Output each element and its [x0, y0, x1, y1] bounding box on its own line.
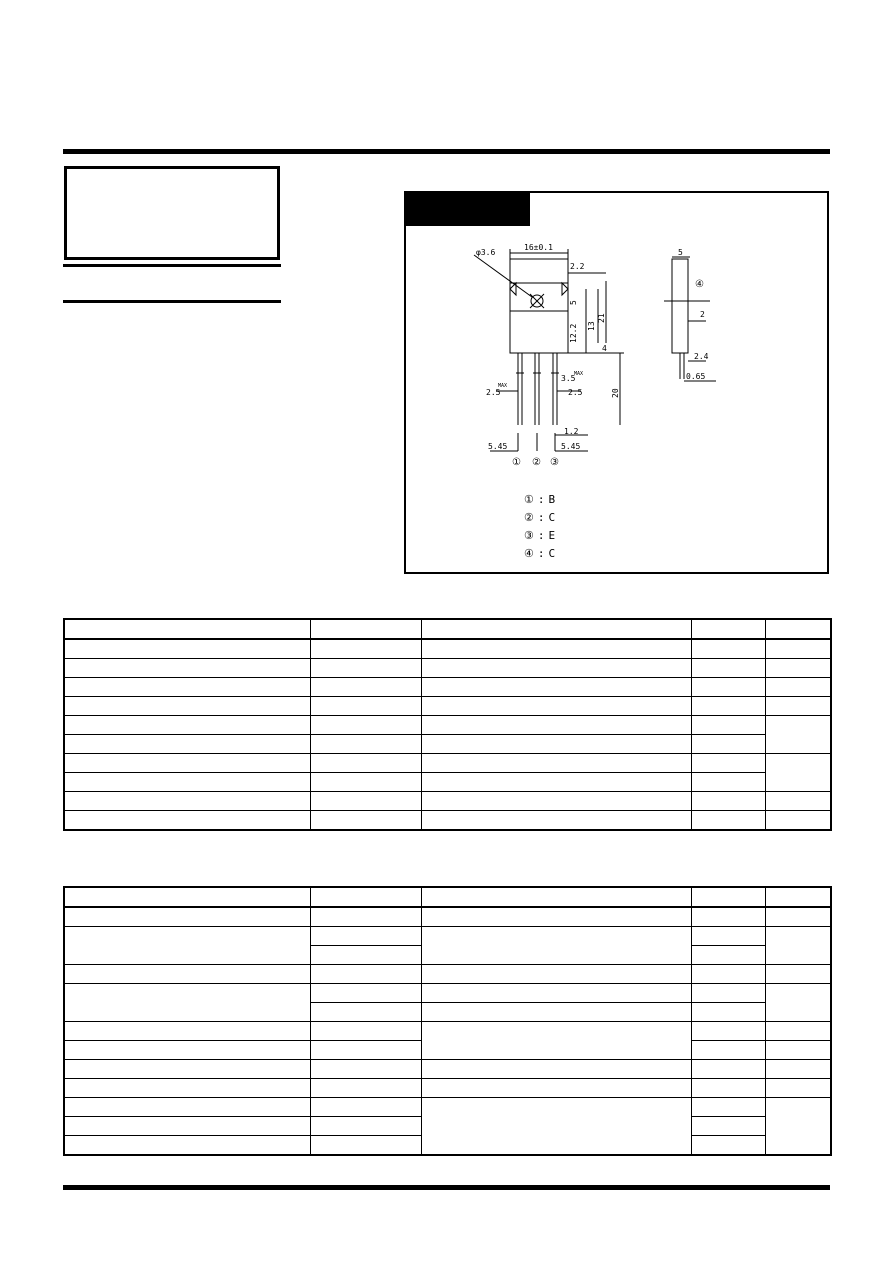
pin-1-marker: ①	[512, 457, 521, 468]
part-number-box	[64, 166, 280, 260]
pin-mark: ②	[524, 511, 534, 524]
ratings-table	[63, 618, 832, 831]
pin-mark: ④	[524, 547, 534, 560]
dim-pitch-left: 5.45	[488, 442, 508, 451]
max-label-mid: MAX	[574, 371, 584, 377]
pin-mark: ①	[524, 493, 534, 506]
pin-4-marker: ④	[695, 279, 704, 290]
dim-lead-max-mid: 3.5	[561, 374, 576, 383]
body-front	[510, 259, 568, 353]
table-header-row	[64, 619, 831, 639]
table-row	[64, 1060, 831, 1079]
dim-pitch-right: 5.45	[561, 442, 581, 451]
pin-sep: :	[537, 493, 545, 506]
pin-mark: ③	[524, 529, 534, 542]
package-outline-panel	[404, 191, 829, 574]
dim-4: 4	[602, 344, 607, 353]
table-row	[64, 1022, 831, 1041]
pin-name: C	[548, 547, 556, 560]
table-row	[64, 639, 831, 659]
pin-sep: :	[537, 547, 545, 560]
characteristics-table	[63, 886, 832, 1156]
dim-5: 5	[569, 300, 578, 305]
pin-name: E	[548, 529, 556, 542]
body-side	[672, 259, 688, 353]
pin-2-marker: ②	[532, 457, 541, 468]
dim-phi: φ3.6	[476, 248, 496, 257]
table-row	[64, 1098, 831, 1117]
table-row	[64, 735, 831, 754]
table-row	[64, 1079, 831, 1098]
max-label-left: MAX	[498, 383, 508, 389]
subtitle-underline	[63, 300, 281, 303]
pin-legend-row	[524, 491, 555, 509]
pin-legend	[524, 491, 555, 563]
dim-13: 13	[587, 321, 596, 331]
table-header-row	[64, 887, 831, 907]
bottom-rule	[63, 1185, 830, 1190]
dim-20: 20	[611, 388, 620, 398]
dim-side-thick: 0.65	[686, 372, 706, 381]
dim-12: 12.2	[569, 323, 578, 343]
pin-legend-row	[524, 509, 555, 527]
pin-sep: :	[537, 511, 545, 524]
table-row	[64, 773, 831, 792]
package-drawing	[406, 193, 827, 572]
pin-name: B	[548, 493, 556, 506]
pin-name: C	[548, 511, 556, 524]
dim-21: 21	[597, 313, 606, 323]
table-row	[64, 907, 831, 927]
table-row	[64, 965, 831, 984]
dim-right-ear: 2.2	[570, 262, 585, 271]
table-row	[64, 659, 831, 678]
dim-lead-max-left: 2.5	[486, 388, 501, 397]
dim-side-lead: 2.4	[694, 352, 709, 361]
table-row	[64, 927, 831, 946]
table-row	[64, 792, 831, 811]
dim-width-top: 16±0.1	[524, 243, 553, 252]
pin-3-marker: ③	[550, 457, 559, 468]
pin-sep: :	[537, 529, 545, 542]
dim-lead-width: 1.2	[564, 427, 579, 436]
top-rule	[63, 149, 830, 154]
dim-side-mid: 2	[700, 310, 705, 319]
pin-legend-row	[524, 545, 555, 563]
title-underline	[63, 264, 281, 267]
table-row	[64, 984, 831, 1003]
table-row	[64, 754, 831, 773]
table-row	[64, 697, 831, 716]
pin-legend-row	[524, 527, 555, 545]
table-row	[64, 811, 831, 831]
dim-lead-mid: 2.5	[568, 388, 583, 397]
table-row	[64, 716, 831, 735]
dim-side-top: 5	[678, 248, 683, 257]
table-row	[64, 678, 831, 697]
